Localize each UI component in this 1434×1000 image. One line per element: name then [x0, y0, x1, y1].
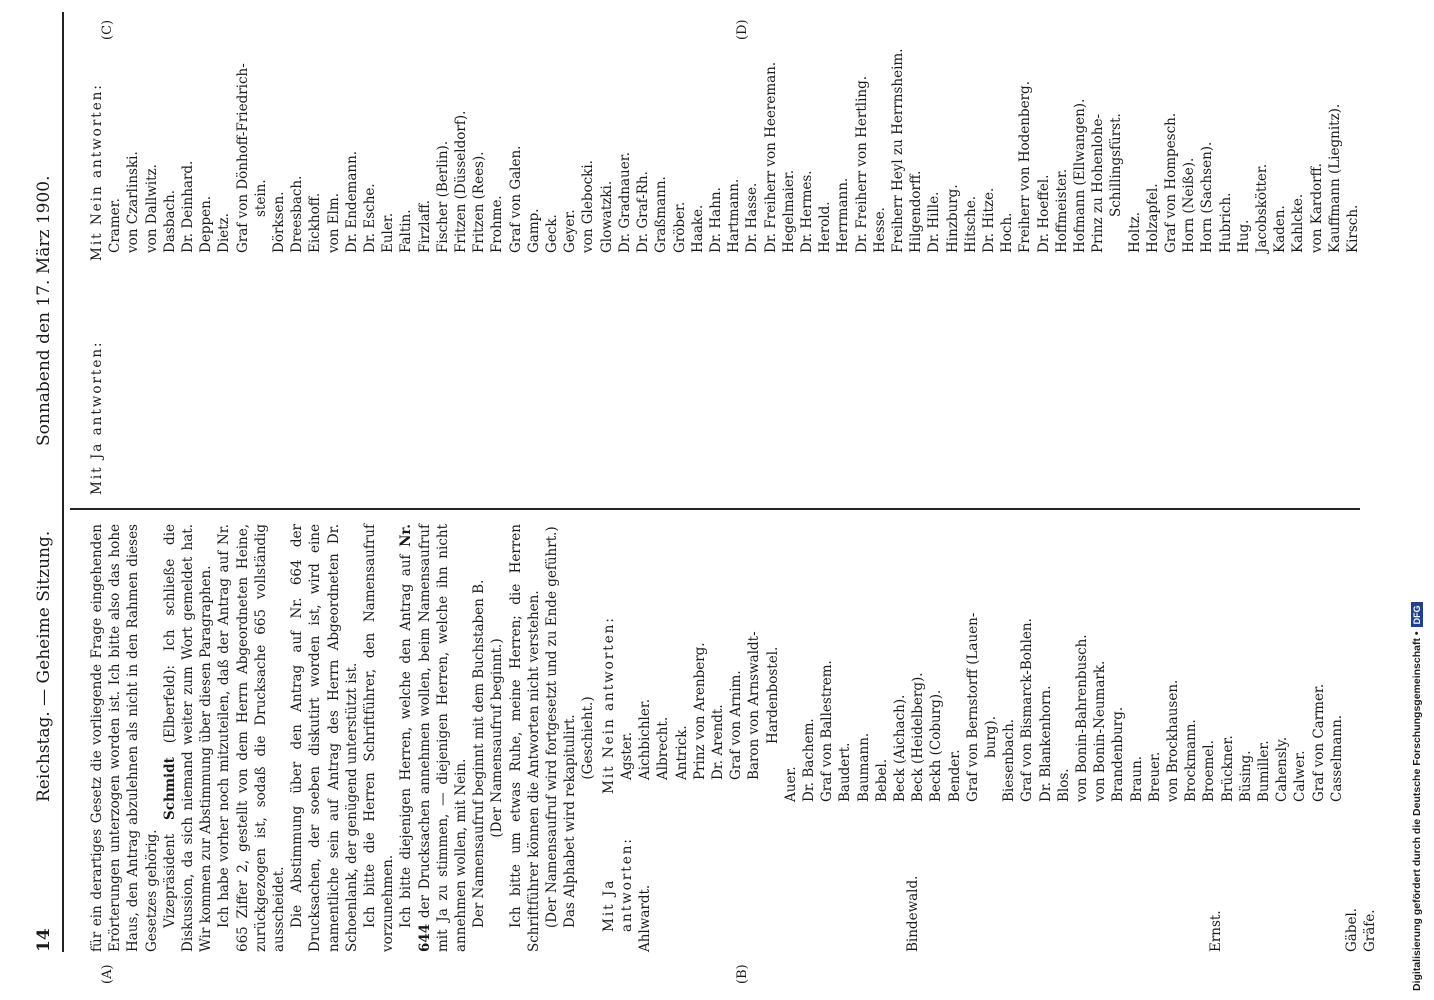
nein-name: Dr. Freiherr von Heereman. — [762, 61, 779, 253]
ja-heading-right: Mit Ja antworten: — [89, 340, 105, 495]
nein-name: Graf von Galen. — [507, 145, 524, 253]
nein-name: Geyer. — [562, 209, 579, 253]
nein-name: Dr. Hahn. — [707, 187, 724, 253]
nein-name: Graf von Carmer. — [1310, 683, 1327, 802]
nein-name: Dr. Endemann. — [343, 150, 360, 253]
nein-name: Hofmann (Ellwangen). — [1071, 98, 1088, 253]
nein-name: von Bonin-Bahrenbusch. — [1073, 634, 1090, 802]
paragraph-vizepraesident — [161, 524, 216, 952]
nein-name: Braun. — [1128, 755, 1145, 802]
vp-name: Schmidt — [161, 757, 178, 821]
nein-name: burg). — [982, 716, 999, 758]
nein-name: Brandenburg. — [1110, 706, 1127, 802]
nein-name: Beck (Heidelberg). — [910, 672, 927, 802]
paren-fortgesetzt: (Der Namensaufruf wird fortgesetzt und zu Ende geführt.) — [544, 526, 561, 928]
nein-name: von Kardorff. — [1308, 163, 1325, 253]
nein-list-right — [88, 48, 1362, 275]
vote-lists-right — [88, 48, 1368, 495]
paragraph-intro: für ein derartiges Gesetz die vorliegende Frage eingehenden Erörterungen unterzogen worden ist. Ich bitte also das hohe Haus, den Antrag abzulehnen als nicht in den Rahmen dieses Gesetzes gehörig. — [89, 524, 160, 952]
nein-name: Haake. — [689, 204, 706, 253]
margin-marker-b: (B) — [735, 964, 750, 984]
nein-names-right — [106, 48, 1362, 275]
dfg-credit-text: Digitalisierung gefördert durch die Deutsche Forschungsgemeinschaft • — [1411, 631, 1423, 991]
nein-name: Cahensly. — [1274, 736, 1291, 802]
nein-name: Gamp. — [525, 208, 542, 253]
nein-name: Hoffmeister. — [1053, 168, 1070, 253]
nein-name: Hubrich. — [1217, 192, 1234, 253]
nein-name: Calwer. — [1292, 750, 1309, 802]
nein-name: Baudert. — [837, 742, 854, 802]
nein-name: Antrick. — [673, 725, 690, 780]
nein-name: Brückner. — [1219, 735, 1236, 802]
nein-name: Prinz zu Hohenlohe- — [1090, 113, 1107, 253]
nein-name: Graf von Ballestrem. — [819, 660, 836, 802]
nein-name: Frohme. — [489, 195, 506, 253]
dfg-credit — [1404, 6, 1430, 991]
nein-name: Fritzen (Rees). — [471, 151, 488, 253]
nein-name: Auer. — [782, 766, 799, 802]
nein-name: Dr. Freiherr von Hertling. — [853, 75, 870, 253]
ja-name: Ernst. — [1207, 910, 1224, 952]
page-header — [30, 12, 64, 952]
nein-name: Bender. — [946, 749, 963, 802]
nein-name: Dr. Hitze. — [980, 187, 997, 253]
nein-name: Jacobskötter. — [1254, 163, 1270, 253]
nein-name: Bumiller. — [1256, 740, 1272, 802]
nein-heading-left: Mit Nein antworten: — [600, 616, 617, 794]
nein-name: Fritzen (Düsseldorf). — [453, 110, 470, 253]
nein-name: Büsing. — [1237, 750, 1254, 802]
nein-name: Graf von Dönhoff-Friedrich- — [234, 63, 251, 253]
ja-name: Bindewald. — [905, 875, 922, 952]
nein-name: Dr. Hermes. — [798, 170, 815, 253]
margin-marker-a: (A) — [100, 964, 115, 984]
nein-name: Holzapfel. — [1144, 183, 1161, 253]
nein-name: Beck (Aichach). — [891, 694, 908, 802]
vp-text: (Elberfeld): Ich schließe die Diskussion, da sich niemand weiter zum Wort gemeldet hat. Wir kommen zur Abstimmung über diesen Paragraphen. — [161, 523, 215, 952]
nein-name: Geck. — [544, 214, 561, 253]
nein-name: Agster. — [618, 732, 635, 780]
nein-name: Blos. — [1055, 768, 1072, 802]
nein-name: von Glebocki. — [580, 160, 597, 253]
nein-name: Dr. Hille. — [926, 191, 943, 253]
column-right — [88, 48, 1368, 495]
p5-pre: Ich bitte diejenigen Herren, welche den Antrag auf — [398, 554, 415, 928]
nein-name: Dr. Deinhard. — [180, 160, 197, 253]
nein-name: Dr. Hasse. — [744, 182, 761, 253]
nein-name: Glowatzki. — [598, 180, 615, 253]
ja-name: Ahlwardt. — [637, 884, 654, 952]
nein-name: Freiherr von Hodenberg. — [1017, 81, 1034, 253]
nein-name: Albrecht. — [655, 716, 672, 780]
ja-name: Gäbel. — [1343, 907, 1360, 952]
header-right-title: Sonnabend den 17. März 1900. — [34, 175, 54, 446]
vp-title: Vizepräsident — [161, 833, 178, 928]
nein-name: Freiherr Heyl zu Herrnsheim. — [889, 48, 906, 253]
nein-name: Brockmann. — [1183, 719, 1200, 802]
nein-name: Hegelmaier. — [780, 169, 797, 253]
paren-namensaufruf: (Der Namensaufruf beginnt.) — [489, 638, 506, 838]
nein-name: Hug. — [1235, 219, 1252, 253]
nein-name: Kahlcke. — [1290, 193, 1307, 253]
nein-name: Faltin. — [398, 209, 415, 253]
nein-name: Firzlaff. — [416, 199, 433, 253]
nein-name: Dr. Bachem. — [800, 718, 817, 802]
paragraph-ruhe: Ich bitte um etwas Ruhe, meine Herren; die Herren Schriftführer können die Antworten nicht verstehen. — [507, 524, 542, 952]
nein-name: Kauffmann (Liegnitz). — [1326, 103, 1343, 253]
nein-name: Broemel. — [1201, 740, 1218, 802]
nein-name: von Dallwitz. — [143, 164, 160, 253]
nein-name: von Bonin-Neumark. — [1092, 660, 1109, 802]
paragraph-alphabet: Das Alphabet wird rekapitulirt. — [562, 714, 579, 928]
nein-name: Biesenbach. — [1001, 718, 1018, 802]
nein-name: Dietz. — [216, 213, 233, 253]
nein-name: Gröber. — [671, 201, 688, 253]
paragraph-antrag-665: Ich habe vorher noch mitzuteilen, daß der Antrag auf Nr. 665 Ziffer 2, gestellt von dem Herrn Abgeordneten Heine, zurückgezogen ist, sodaß die Drucksache 665 vollständig ausscheidet. — [216, 524, 288, 952]
nein-name: Deppen. — [198, 195, 215, 253]
ja-heading-left: Mit Ja antworten: — [600, 837, 635, 932]
nein-name: Horn (Sachsen). — [1199, 141, 1216, 253]
nein-name: von Brockhausen. — [1164, 679, 1181, 802]
nein-name: Fischer (Berlin). — [434, 140, 451, 253]
nein-name: Hartmann. — [726, 178, 743, 253]
nein-name: Hilgendorff. — [908, 170, 925, 253]
nein-name: Dr. Graf-Rh. — [635, 171, 652, 253]
paragraph-abstimmung: Die Abstimmung über den Antrag auf Nr. 664 der Drucksachen, der soeben diskutirt worden ist, wird eine namentliche sein auf Antrag des Herrn Abgeordneten Dr. Schoenlank, der genügend unterstützt ist. — [289, 524, 360, 952]
nein-heading-right: Mit Nein antworten: — [89, 83, 105, 261]
nein-name: Aichbichler. — [637, 698, 654, 780]
nein-name: Dr. Arendt. — [709, 704, 726, 780]
nein-name: Dreesbach. — [289, 175, 306, 253]
ja-names-left — [636, 802, 1379, 952]
nein-name: Bebel. — [873, 758, 890, 802]
nein-name: Hoch. — [999, 212, 1016, 253]
paragraph-buchstabe: Der Namensaufruf beginnt mit dem Buchstaben B. — [471, 579, 488, 928]
nein-name: Graßmann. — [653, 176, 670, 253]
margin-marker-d: (D) — [735, 19, 750, 40]
dfg-sidebar — [1404, 6, 1430, 991]
nein-name: Breuer. — [1146, 751, 1163, 802]
nein-name: Kaden. — [1272, 205, 1289, 253]
nein-name: Eickhoff. — [307, 192, 324, 253]
nein-name: Baumann. — [855, 732, 872, 802]
ja-list-right — [88, 275, 106, 495]
ja-name: Gräfe. — [1361, 909, 1378, 952]
paragraph-antrag-644 — [397, 524, 470, 952]
nein-name: Hitsche. — [962, 196, 979, 253]
margin-marker-c: (C) — [100, 19, 115, 40]
nein-name: Dasbach. — [161, 189, 178, 253]
nein-name: Beckh (Coburg). — [928, 689, 945, 802]
nein-name: von Elm. — [325, 192, 342, 253]
nein-name: Graf von Arnim. — [728, 670, 745, 780]
p5-post: der Drucksachen annehmen wollen, beim Namensaufruf mit Ja zu stimmen, — diejenigen Herren, welche ihn nicht annehmen wollen, mit Nein. — [416, 524, 470, 952]
nein-name: Graf von Hompesch. — [1162, 112, 1179, 253]
nein-name: Graf von Bismarck-Bohlen. — [1019, 618, 1036, 802]
nein-name: Hardenbostel. — [764, 646, 781, 744]
nein-name: Horn (Neiße). — [1181, 157, 1198, 253]
nein-name: Baron von Arnswaldt- — [746, 631, 763, 780]
nein-name: Dr. Esche. — [362, 183, 379, 253]
page-number: 14 — [34, 928, 54, 952]
ja-list-left — [600, 802, 1379, 952]
nein-name: Dr. Blankenhorn. — [1037, 685, 1054, 802]
nein-name: Kirsch. — [1345, 204, 1362, 253]
nein-name: Hesse. — [871, 207, 888, 253]
paren-geschieht: (Geschieht.) — [580, 696, 597, 780]
nein-name: Hinzburg. — [944, 184, 961, 253]
nein-names-left — [618, 524, 1346, 802]
nein-name: Herrmann. — [835, 177, 852, 253]
nein-name: Euler. — [380, 212, 397, 253]
dfg-logo: DFG — [1411, 602, 1423, 627]
nein-name: von Czarlinski. — [125, 151, 142, 253]
nein-name: stein. — [252, 179, 269, 217]
nein-name: Cramer. — [107, 198, 124, 253]
header-left-title: Reichstag. — Geheime Sitzung. — [34, 530, 54, 802]
nein-name: Graf von Bernstorff (Lauen- — [964, 612, 981, 802]
paragraph-schriftfuehrer: Ich bitte die Herren Schriftführer, den Namensaufruf vorzunehmen. — [362, 524, 397, 952]
nein-name: Dr. Gradnauer. — [616, 152, 633, 253]
column-left — [88, 523, 1378, 952]
nein-list-left — [600, 524, 1346, 802]
nein-name: Dörksen. — [271, 191, 288, 253]
nein-name: Casselmann. — [1328, 714, 1345, 802]
nein-name: Herold. — [817, 201, 834, 253]
column-divider — [70, 508, 1360, 510]
p5-number: Nr. 644 — [398, 523, 433, 952]
nein-name: Schillingsfürst. — [1108, 113, 1125, 217]
nein-name: Dr. Hoeffel. — [1035, 174, 1052, 253]
nein-name: Holtz. — [1126, 211, 1143, 253]
nein-name: Prinz von Arenberg. — [691, 642, 708, 780]
vote-lists-left — [600, 524, 1378, 952]
